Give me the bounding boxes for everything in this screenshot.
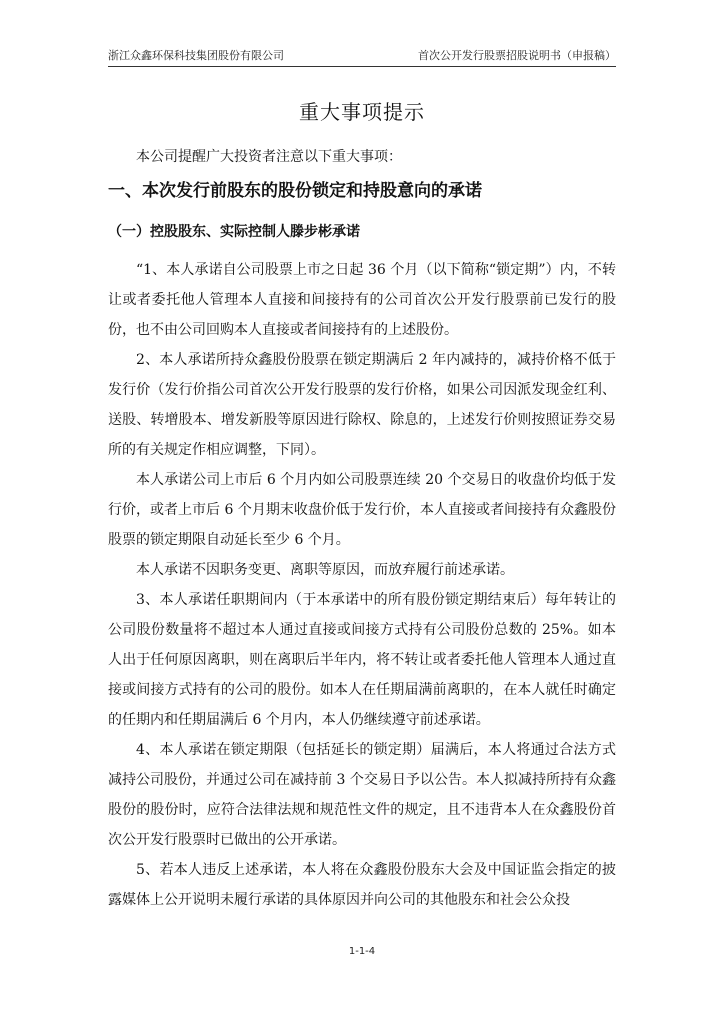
- intro-text: 本公司提醒广大投资者注意以下重大事项：: [136, 149, 402, 165]
- paragraph-2: 2、本人承诺所持众鑫股份股票在锁定期满后 2 年内减持的，减持价格不低于发行价（发行价指公司首次公开发行股票的发行价格，如果公司因派发现金红利、送股、转增股本、增发新股等原因进行除权、除息的，上述发行价则按照证券交易所的有关规定作相应调整，下同）。: [108, 352, 616, 458]
- page-number: 1-1-4: [348, 946, 376, 957]
- section-heading: 一、本次发行前股东的股份锁定和持股意向的承诺: [108, 181, 482, 201]
- subsection-heading: （一）控股股东、实际控制人滕步彬承诺: [108, 224, 360, 240]
- paragraph-4: 本人承诺不因职务变更、离职等原因，而放弃履行前述承诺。: [136, 562, 514, 578]
- commitment-body: [108, 255, 616, 915]
- paragraph-1: “1、本人承诺自公司股票上市之日起 36 个月（以下简称“锁定期”）内，不转让或者委托他人管理本人直接和间接持有的公司首次公开发行股票前已发行的股份，也不由公司回购本人直接或者间接持有的上述股份。: [108, 262, 616, 338]
- header-document-title: 首次公开发行股票招股说明书（申报稿）: [418, 49, 616, 62]
- page-title: 重大事项提示: [299, 100, 425, 124]
- paragraph-3: 本人承诺公司上市后 6 个月内如公司股票连续 20 个交易日的收盘价均低于发行价，或者上市后 6 个月期末收盘价低于发行价，本人直接或者间接持有众鑫股份股票的锁定期限自动延长至少 6 个月。: [108, 472, 616, 548]
- page-header: [108, 48, 616, 66]
- header-company-name: 浙江众鑫环保科技集团股份有限公司: [108, 49, 284, 62]
- paragraph-5: 3、本人承诺任职期间内（于本承诺中的所有股份锁定期结束后）每年转让的公司股份数量将不超过本人通过直接或间接方式持有公司股份总数的 25%。如本人出于任何原因离职，则在离职后半年内，将不转让或者委托他人管理本人通过直接或间接方式持有的公司的股份。如本人在任期届满前离职的，在本人就任时确定的任期内和任期届满后 6 个月内，本人仍继续遵守前述承诺。: [108, 592, 616, 728]
- paragraph-7: 5、若本人违反上述承诺，本人将在众鑫股份股东大会及中国证监会指定的披露媒体上公开说明未履行承诺的具体原因并向公司的其他股东和社会公众投: [108, 862, 616, 908]
- header-divider: [108, 66, 616, 67]
- paragraph-6: 4、本人承诺在锁定期限（包括延长的锁定期）届满后，本人将通过合法方式减持公司股份，并通过公司在减持前 3 个交易日予以公告。本人拟减持所持有众鑫股份的股份时，应符合法律法规和规范性文件的规定，且不违背本人在众鑫股份首次公开发行股票时已做出的公开承诺。: [108, 742, 616, 848]
